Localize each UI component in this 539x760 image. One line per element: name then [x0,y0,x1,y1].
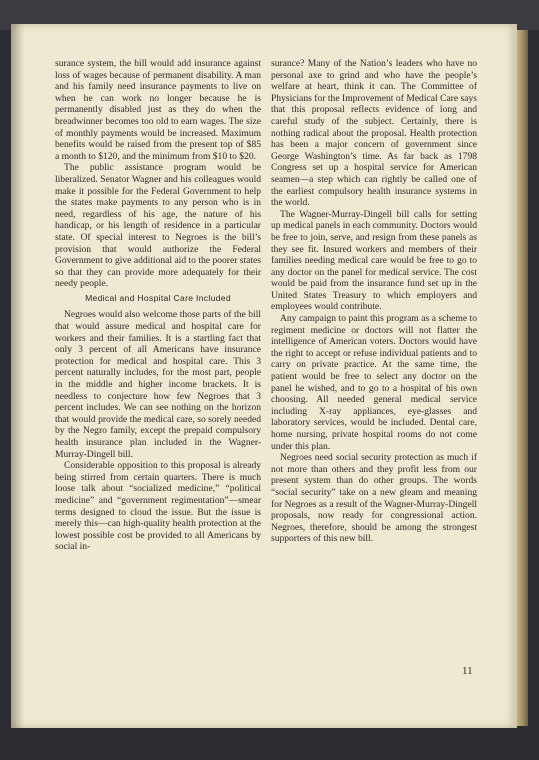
paragraph: Negroes need social security protection as much if not more than others and they profit less from our present system than do other groups. The words “social security” take on a new gleam and meaning for Negroes as a result of the Wagner-Murray-Dingell proposals, now ready for congressional action. Negroes, therefore, should be among the strongest supporters of this new bill. [271,452,477,545]
binding-shadow [11,24,25,728]
paragraph: Considerable opposition to this proposal is already being stirred from certain quarters. There is much loose talk about “socialized medicine,” “political medicine” and “government regimentation”—smear terms designed to cloud the issue. But the issue is merely this—can high-quality health protection at the lowest possible cost be provided to all Americans by social in- [55,460,261,553]
left-column [55,58,261,553]
paragraph: Negroes would also welcome those parts of the bill that would assure medical and hospital care for workers and their families. It is a startling fact that only 3 percent of all Americans have insurance protection for medical and hospital care. This 3 percent naturally includes, for the most part, people in the middle and higher income brackets. It is needless to conjecture how few Negroes that 3 percent includes. We can see nothing on the horizon that would provide the medical care, so sorely needed by the Negro family, except the prepaid compulsory health insurance plan included in the Wagner-Murray-Dingell bill. [55,309,261,460]
paragraph: The Wagner-Murray-Dingell bill calls for setting up medical panels in each community. Doctors would be free to join, serve, and resign from these panels as they see fit. Insured workers and members of their families needing medical care would be free to go to any doctor on the panel for medical service. The cost would be paid from the insurance fund set up in the United States Treasury to which employers and employees would contribute. [271,208,477,313]
page-number: 11 [462,665,473,677]
section-heading: Medical and Hospital Care Included [85,292,231,303]
paragraph: surance? Many of the Nation’s leaders who have no personal axe to grind and who have the people’s welfare at heart, think it can. The Committee of Physicians for the Improvement of Medical Care says that this proposal reflects evidence of long and careful study of the subject. Certainly, there is nothing radical about the proposal. Health protection has been a major concern of government since George Washington’s time. As far back as 1798 Congress set up a hospital service for American seamen—a step which can rightly be called one of the earliest compulsory health insurance systems in the world. [271,58,477,209]
paragraph: Any campaign to paint this program as a scheme to regiment medicine or doctors will not flatter the intelligence of American voters. Doctors would have the right to accept or refuse individual patients and to carry on private practice. At the same time, the patient would be free to select any doctor on the panel he wished, and to go to a hospital of his own choosing. All needed general medical service including X-ray appliances, eye-glasses and laboratory services, would be included. Dental care, home nursing, private hospital rooms do not come under this plan. [271,313,477,452]
paragraph: surance system, the bill would add insurance against loss of wages because of permanent disability. A man and his family need insurance payments to live on when he can work no longer because he is permanently disabled just as they do when the breadwinner becomes too old to earn wages. The size of monthly payments would be increased. Maximum benefits would be raised from the present top of $85 a month to $120, and the minimum from $10 to $20. [55,58,261,162]
right-column [271,58,477,545]
paragraph: The public assistance program would be liberalized. Senator Wagner and his colleagues would make it possible for the Federal Government to help the states make payments to any person who is in need, regardless of his age, the nature of his handicap, or his length of residence in a particular state. Of special interest to Negroes is the bill’s provision that would authorize the Federal Government to give additional aid to the poorer states so that they can provide more adequately for their needy people. [55,162,261,290]
page-edge [516,30,528,726]
